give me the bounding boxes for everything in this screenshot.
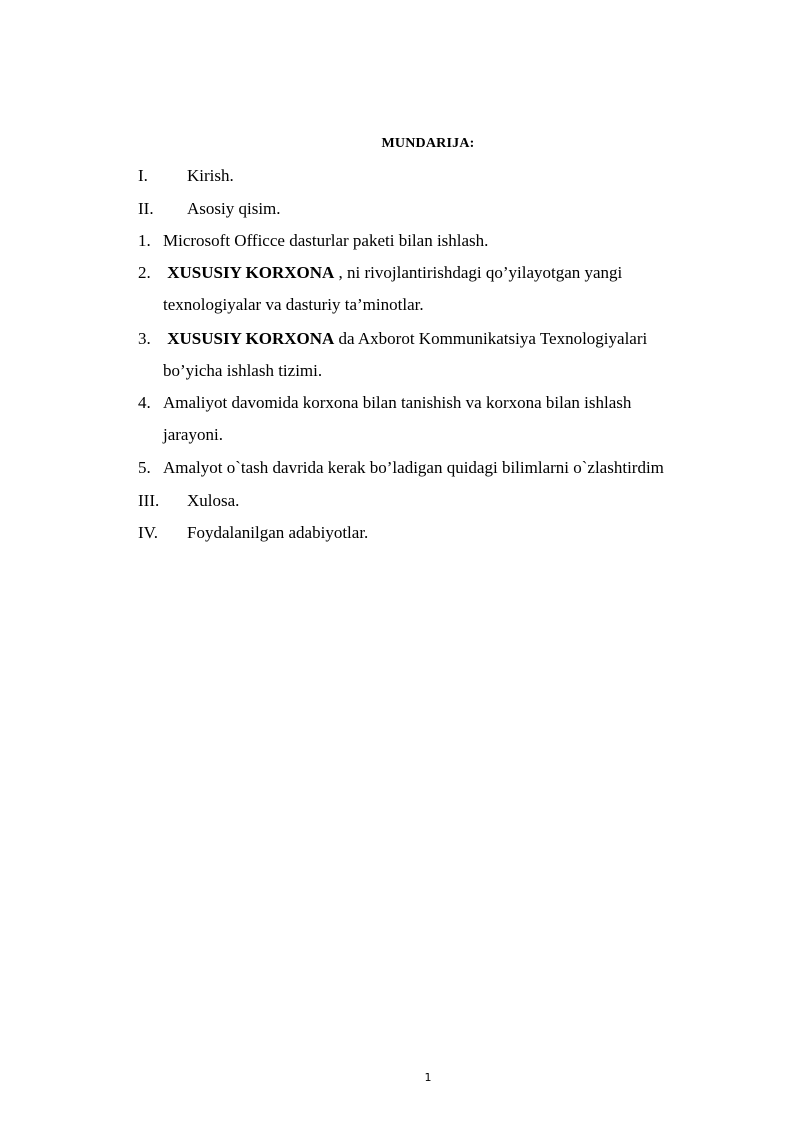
toc-item-1 — [138, 166, 234, 186]
toc-item-5 — [138, 329, 647, 349]
toc-item-6-continuation: jarayoni. — [163, 425, 223, 444]
toc-item-number: 4. — [138, 393, 151, 412]
toc-item-text: Xulosa. — [187, 491, 240, 510]
toc-item-number: I. — [138, 166, 148, 185]
page-number: 1 — [424, 1071, 432, 1084]
toc-item-number: III. — [138, 491, 160, 510]
toc-item-text: Amalyot o`tash davrida kerak bo’ladigan quidagi bilimlarni o`zlashtirdim — [163, 458, 664, 477]
toc-item-8 — [138, 491, 239, 511]
toc-item-9 — [138, 523, 368, 543]
toc-item-text: Amaliyot davomida korxona bilan tanishish va korxona bilan ishlash — [163, 393, 632, 412]
toc-item-number: IV. — [138, 523, 158, 542]
toc-item-text: Microsoft Officce dasturlar paketi bilan ishlash. — [163, 231, 489, 250]
toc-item-number: 3. — [138, 329, 151, 348]
toc-item-7 — [138, 458, 664, 478]
toc-item-number: 5. — [138, 458, 151, 477]
toc-item-number: II. — [138, 199, 154, 218]
toc-item-number: 1. — [138, 231, 151, 250]
toc-item-5-continuation: bo’yicha ishlash tizimi. — [163, 361, 323, 380]
toc-title: MUNDARIJA: — [381, 136, 475, 151]
toc-item-3 — [138, 231, 488, 251]
toc-item-4 — [138, 263, 622, 283]
toc-item-4-continuation: texnologiyalar va dasturiy ta’minotlar. — [163, 295, 424, 314]
toc-item-bold-text: XUSUSIY KORXONA — [167, 263, 335, 282]
toc-item-text: Foydalanilgan adabiyotlar. — [187, 523, 369, 542]
toc-item-2 — [138, 199, 281, 219]
toc-item-text: , ni rivojlantirishdagi qo’yilayotgan yangi — [334, 263, 623, 282]
toc-item-bold-text: XUSUSIY KORXONA — [167, 329, 335, 348]
toc-item-text: da Axborot Kommunikatsiya Texnologiyalari — [334, 329, 648, 348]
toc-item-text: Asosiy qisim. — [187, 199, 281, 218]
toc-item-number: 2. — [138, 263, 151, 282]
toc-item-6 — [138, 393, 631, 413]
toc-item-text: Kirish. — [187, 166, 234, 185]
